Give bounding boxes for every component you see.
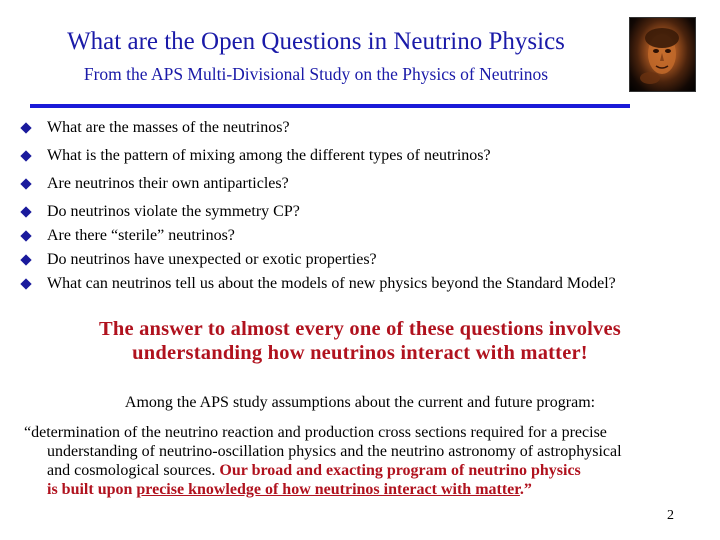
diamond-bullet-icon xyxy=(20,178,31,189)
diamond-bullet-icon xyxy=(20,278,31,289)
question-text: What are the masses of the neutrinos? xyxy=(47,119,290,136)
slide-subtitle: From the APS Multi-Divisional Study on the Physics of Neutrinos xyxy=(83,64,549,84)
quote-line xyxy=(24,480,704,499)
question-text: Are neutrinos their own antiparticles? xyxy=(47,175,289,192)
diamond-bullet-icon xyxy=(20,206,31,217)
key-statement-line: The answer to almost every one of these questions involves xyxy=(99,318,621,340)
quote-line xyxy=(24,461,704,480)
slide-title: What are the Open Questions in Neutrino Physics xyxy=(67,28,565,55)
diamond-bullet-icon xyxy=(20,254,31,265)
face-icon xyxy=(630,18,695,91)
diamond-bullet-icon xyxy=(20,122,31,133)
diamond-bullet-icon xyxy=(20,150,31,161)
question-text: What can neutrinos tell us about the models of new physics beyond the Standard Model? xyxy=(47,275,616,292)
quote-closing: .” xyxy=(519,481,532,498)
diamond-bullet-icon xyxy=(20,230,31,241)
assumptions-intro: Among the APS study assumptions about the current and future program: xyxy=(124,394,596,411)
quote-emphasis: is built upon xyxy=(47,481,137,498)
quote-line: understanding of neutrino-oscillation physics and the neutrino astronomy of astrophysical xyxy=(47,443,622,460)
quote-line: “determination of the neutrino reaction and production cross sections required for a precise xyxy=(24,424,607,441)
quote-emphasis-underlined: precise knowledge of how neutrinos interact with matter xyxy=(136,481,520,498)
question-text: What is the pattern of mixing among the different types of neutrinos? xyxy=(47,147,491,164)
question-text: Do neutrinos violate the symmetry CP? xyxy=(47,203,300,220)
page-number: 2 xyxy=(667,508,674,523)
key-statement xyxy=(0,317,720,365)
question-text: Are there “sterile” neutrinos? xyxy=(47,227,235,244)
study-quote xyxy=(24,423,704,499)
quote-text: and cosmological sources. xyxy=(47,462,220,479)
question-text: Do neutrinos have unexpected or exotic properties? xyxy=(47,251,377,268)
portrait-photo xyxy=(629,17,696,92)
title-divider xyxy=(30,104,630,108)
quote-emphasis: Our broad and exacting program of neutrino physics xyxy=(219,462,581,479)
key-statement-line: understanding how neutrinos interact with matter! xyxy=(132,342,588,364)
